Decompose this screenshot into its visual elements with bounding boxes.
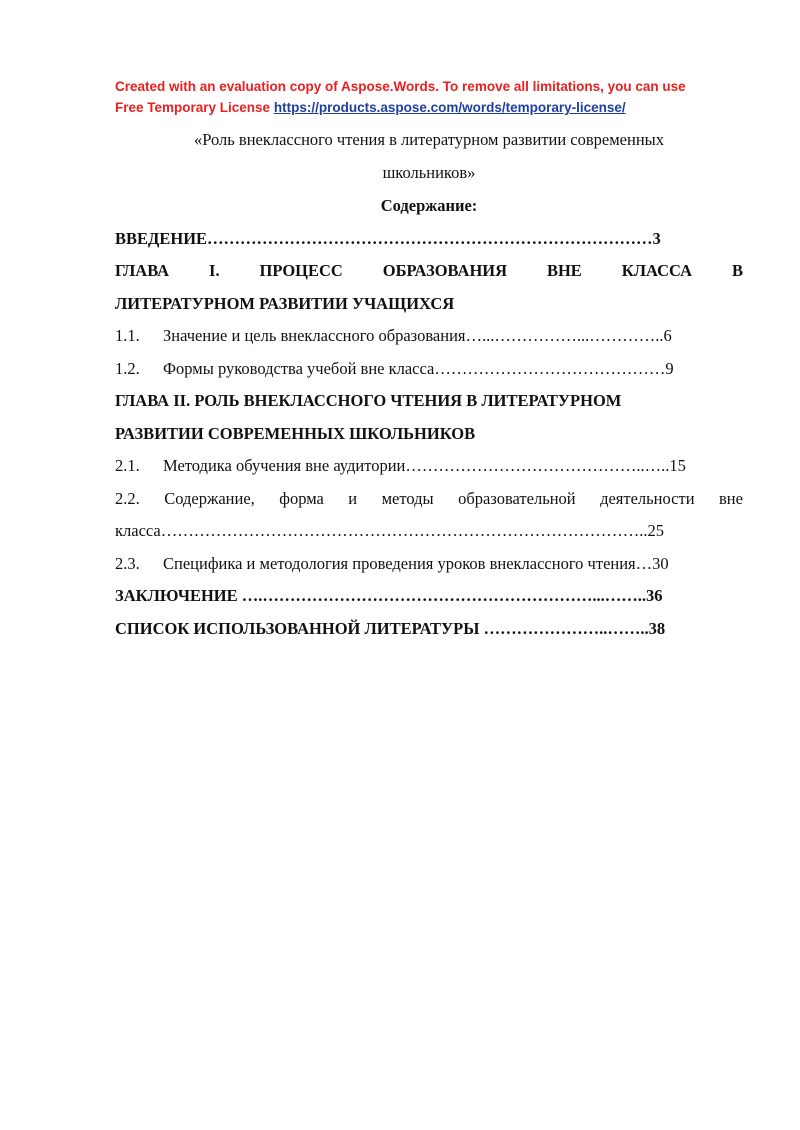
- toc-word: В: [731, 261, 743, 280]
- toc-conclusion: ЗАКЛЮЧЕНИЕ ….……………………………………………………...……..36: [115, 586, 663, 605]
- toc-word: ВНЕ: [546, 261, 582, 280]
- document-title-line2: школьников»: [382, 163, 476, 182]
- toc-word: форма: [279, 489, 324, 508]
- watermark-license-line: [115, 97, 755, 118]
- toc-section-2-2-line2: класса……………………………………………………………………………..25: [115, 521, 664, 540]
- toc-section-1-2: [115, 359, 743, 379]
- document-title-line1: «Роль внеклассного чтения в литературном развитии современных: [193, 130, 664, 149]
- toc-word: ПРОЦЕСС: [259, 261, 343, 280]
- toc-word: 2.2.: [115, 489, 140, 508]
- toc-word: и: [348, 489, 358, 508]
- toc-references: СПИСОК ИСПОЛЬЗОВАННОЙ ЛИТЕРАТУРЫ …………………..……..38: [115, 619, 666, 638]
- toc-section-2-1: [115, 456, 743, 476]
- section-title: Формы руководства учебой вне класса……………………………………9: [163, 359, 674, 378]
- section-number: 2.1.: [115, 456, 140, 475]
- toc-chapter2-line2: РАЗВИТИИ СОВРЕМЕННЫХ ШКОЛЬНИКОВ: [115, 424, 476, 443]
- contents-heading: Содержание:: [380, 196, 478, 215]
- toc-word: КЛАССА: [621, 261, 693, 280]
- toc-chapter2-line1: ГЛАВА II. РОЛЬ ВНЕКЛАССНОГО ЧТЕНИЯ В ЛИТЕРАТУРНОМ: [115, 391, 622, 410]
- toc-word: вне: [719, 489, 743, 508]
- toc-word: ГЛАВА: [115, 261, 170, 280]
- toc-section-2-2-line1: [115, 489, 743, 509]
- toc-word: образовательной: [458, 489, 576, 508]
- toc-chapter1-line1: [115, 261, 743, 281]
- toc-word: ОБРАЗОВАНИЯ: [382, 261, 508, 280]
- evaluation-watermark: [115, 76, 755, 118]
- toc-section-1-1: [115, 326, 743, 346]
- section-number: 1.2.: [115, 359, 140, 378]
- section-title: Значение и цель внеклассного образования…...……………...…………..6: [163, 326, 672, 345]
- license-label: Free Temporary License: [115, 100, 271, 115]
- toc-section-2-3: [115, 554, 743, 574]
- watermark-notice: Created with an evaluation copy of Aspose.Words. To remove all limitations, you can use: [115, 79, 686, 94]
- section-title: Методика обучения вне аудитории……………………………………..…..15: [163, 456, 686, 475]
- toc-chapter1-line2: ЛИТЕРАТУРНОМ РАЗВИТИИ УЧАЩИХСЯ: [115, 294, 455, 313]
- toc-word: деятельности: [600, 489, 695, 508]
- toc-intro: ВВЕДЕНИЕ………………………………………………………………………3: [115, 229, 661, 248]
- toc-word: Содержание,: [164, 489, 255, 508]
- section-number: 2.3.: [115, 554, 140, 573]
- section-number: 1.1.: [115, 326, 140, 345]
- toc-word: методы: [381, 489, 434, 508]
- section-title: Специфика и методология проведения уроков внеклассного чтения…30: [163, 554, 669, 573]
- license-link[interactable]: https://products.aspose.com/words/temporary-license/: [273, 100, 626, 115]
- toc-word: I.: [209, 261, 220, 280]
